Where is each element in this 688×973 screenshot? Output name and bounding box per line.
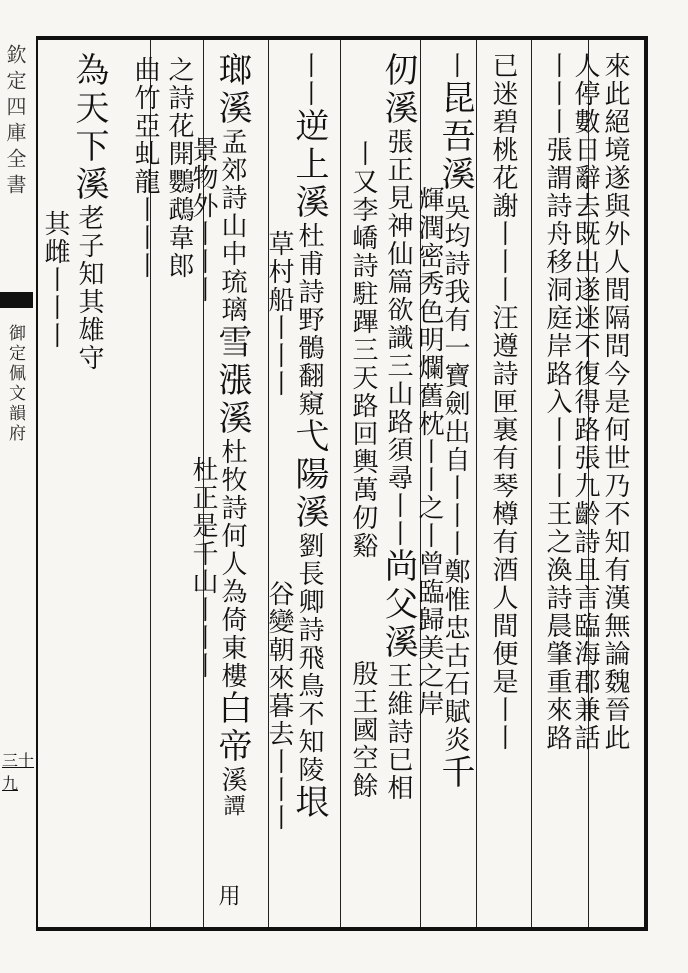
column-text: 丨又李嶠詩駐蹕三天路回輿萬仞谿 <box>348 140 378 560</box>
column-text: 老子知其雄守 <box>74 204 104 372</box>
column-text: 輝潤密秀色明爛舊枕丨丨之丨曾臨歸美之岸 <box>414 186 444 718</box>
text-column <box>602 52 628 922</box>
left-border <box>36 36 38 931</box>
text-column <box>544 52 570 922</box>
margin-header: 欽定四庫全書 <box>3 44 27 200</box>
column-text: 溪 <box>217 766 247 794</box>
column-text: 景物外丨丨丨 <box>188 136 218 304</box>
column-text: 殷王國空餘 <box>348 660 378 800</box>
text-column <box>572 52 598 922</box>
text-column <box>266 580 292 840</box>
column-text: 杜牧詩何人為倚東樓 <box>217 438 247 690</box>
headword: 垠 <box>289 784 329 822</box>
text-column <box>166 56 192 376</box>
text-column <box>350 660 376 830</box>
column-text: 草村船丨丨丨 <box>264 230 294 398</box>
column-text: 人停數日辭去既出遂迷不復得路張九齡詩且言臨海郡兼話 <box>570 52 600 752</box>
text-column <box>490 52 516 922</box>
column-text: 丨丨 <box>294 52 324 108</box>
text-column <box>69 52 109 432</box>
small-note: 用 <box>215 884 240 907</box>
text-column <box>212 52 252 922</box>
column-text: 杜正是千山丨丨丨 <box>188 456 218 680</box>
column-text: 曲竹亞虬龍丨丨丨 <box>130 56 160 280</box>
bottom-border <box>36 927 648 931</box>
headword: 逆上溪 <box>289 108 329 222</box>
column-text: 劉長卿詩飛鳥不知陵 <box>294 532 324 784</box>
text-column <box>350 140 376 660</box>
margin-book-title: 御定佩文韻府 <box>5 324 25 444</box>
column-divider <box>531 40 532 927</box>
column-text: 丨 <box>440 52 470 80</box>
margin-fishtail-mark <box>0 292 33 308</box>
column-divider <box>340 40 341 927</box>
column-text: 丨丨丨張謂詩舟移洞庭岸路入丨丨丨王之渙詩晨肇重來路 <box>542 52 572 752</box>
text-column <box>416 186 442 826</box>
column-text: 杜甫詩野鶻翻窺 <box>294 222 324 418</box>
text-column <box>266 230 292 430</box>
column-text: 其雌丨丨丨 <box>40 210 70 350</box>
column-divider <box>476 40 477 927</box>
headword: 白帝 <box>212 690 252 766</box>
headword: 雪漲溪 <box>212 324 252 438</box>
column-text: 王維詩已相 <box>383 662 413 802</box>
column-text: 來此絕境遂與外人間隔問今是何世乃不知有漢無論魏晉此 <box>600 52 630 752</box>
headword: 弋陽溪 <box>289 418 329 532</box>
top-border <box>36 36 648 40</box>
headword: 仞溪 <box>378 52 418 128</box>
headword: 千 <box>435 754 475 792</box>
headword: 尚父溪 <box>378 548 418 662</box>
column-text: 谷變朝來暮去丨丨丨 <box>264 580 294 832</box>
headword: 為天下溪 <box>69 52 109 204</box>
column-text: 已迷碧桃花謝丨丨丨汪遵詩匣裏有琴樽有酒人間便是丨丨 <box>488 52 518 752</box>
column-text: 之詩花開鸚鵡韋郎 <box>164 56 194 280</box>
column-text: 吳均詩我有一寶劍出自丨丨丨鄭惟忠古石賦炎 <box>440 194 470 754</box>
text-column <box>214 884 240 914</box>
text-column <box>190 456 216 736</box>
column-text: 張正見神仙篇欲識三山路須尋丨丨 <box>383 128 413 548</box>
small-note: 譚 <box>220 794 245 817</box>
text-column <box>378 52 418 922</box>
right-border <box>644 36 648 931</box>
column-text: 孟郊詩山中琉璃 <box>217 128 247 324</box>
text-column <box>289 52 329 922</box>
page-number: 三十九 <box>2 751 35 793</box>
headword: 昆吾溪 <box>435 80 475 194</box>
headword: 瑯溪 <box>212 52 252 128</box>
text-column <box>132 56 158 376</box>
text-column <box>42 210 68 370</box>
